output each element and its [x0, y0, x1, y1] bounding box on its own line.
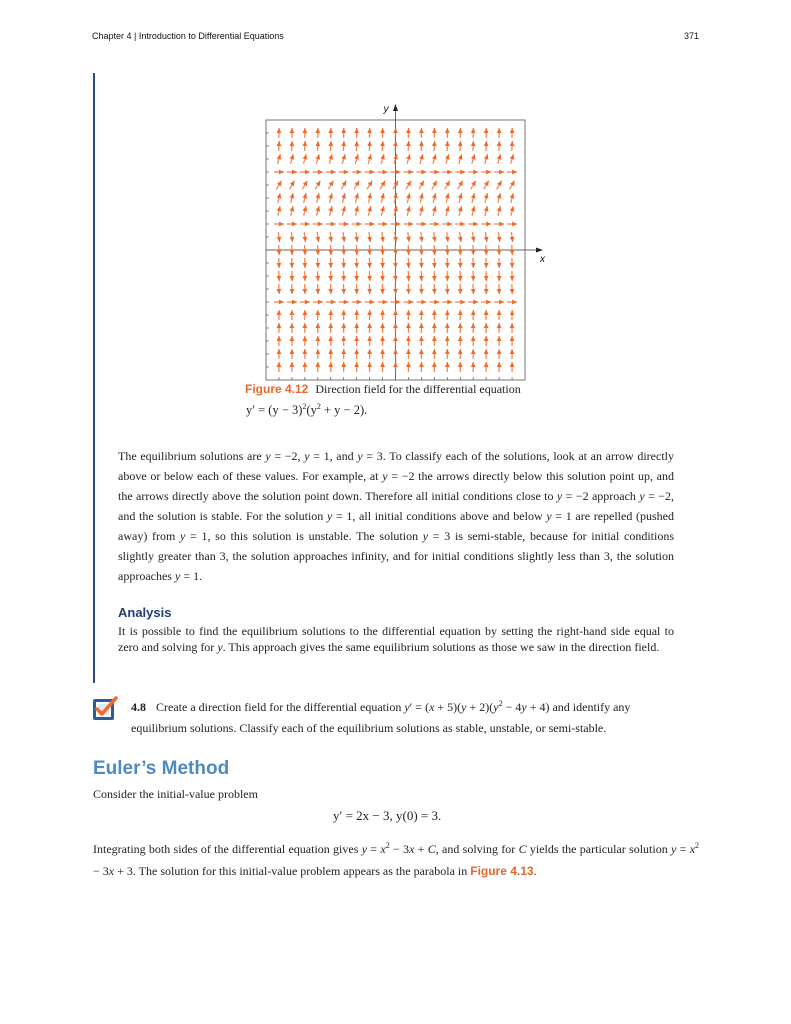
running-head	[92, 31, 699, 41]
chapter-title: Chapter 4 | Introduction to Differential Equations	[92, 31, 284, 41]
exercise-number: 4.8	[131, 700, 146, 714]
display-equation: y′ = 2x − 3, y(0) = 3.	[333, 808, 442, 823]
exercise-body: Create a direction field for the differential equation $y' = (x + 5)(y + 2)(y^2 - 4y + 4)$ and identify any equilibrium solutions. Classify each of the equilibrium solutions as stable, unstable, or semi-stable.	[131, 699, 631, 735]
section-heading: Euler’s Method	[93, 758, 230, 779]
direction-field-plot	[240, 100, 560, 390]
analysis-text: It is possible to find the equilibrium solutions to the differential equation by setting the right-hand side equal to zero and solving for y. This approach gives the same equilibrium solutions as those we saw in the direction field.	[118, 624, 674, 654]
figure-label: Figure 4.12	[245, 382, 309, 396]
equilibrium-paragraph: The equilibrium solutions are y = −2, y = 1, and y = 3. To classify each of the solutions, look at an arrow directly above or below each of these values. For example, at y = −2 the arrows directly below this solution point up, and the arrows directly above the solution point down. Therefore all initial conditions close to y = −2 approach y = −2, and the solution is stable. For the solution y = 1, all initial conditions above and below y = 1 are repelled (pushed away) from y = 1, so this solution is unstable. The solution y = 3 is semi-stable, because for initial conditions slightly greater than 3, the solution approaches infinity, and for initial conditions slightly less than 3, the solution approaches y = 1.	[118, 449, 675, 583]
svg-text:y: y	[383, 104, 389, 115]
solution-text: Integrating both sides of the differential equation gives $y = x^2 - 3x + C$, and solving for C yields the particular solution $y = x^2 - 3x + 3$. The solution for this initial-value problem appears as the parabola in	[93, 841, 700, 878]
analysis-heading: Analysis	[118, 605, 172, 620]
section-intro: Consider the initial-value problem	[93, 787, 258, 801]
checkbox-check-icon	[92, 695, 118, 721]
figure-4-13-link[interactable]: Figure 4.13	[470, 864, 534, 878]
direction-field-figure	[240, 100, 560, 390]
solution-paragraph: Integrating both sides of the differential equation gives $y = x^2 - 3x + C$, and solving for C yields the particular solution $y = x^2 - 3x + 3$. The solution for this initial-value problem appears as the parabola in Figure 4.13.	[93, 841, 700, 878]
figure-caption-text: Direction field for the differential equation	[315, 382, 521, 396]
page-number: 371	[683, 31, 699, 41]
exercise-text	[131, 693, 687, 739]
example-side-bar	[93, 73, 95, 683]
figure-equation: $y' = (y - 3)^2(y^2 + y - 2)$.	[246, 402, 368, 417]
figure-caption	[245, 381, 521, 419]
svg-text:x: x	[540, 254, 545, 265]
